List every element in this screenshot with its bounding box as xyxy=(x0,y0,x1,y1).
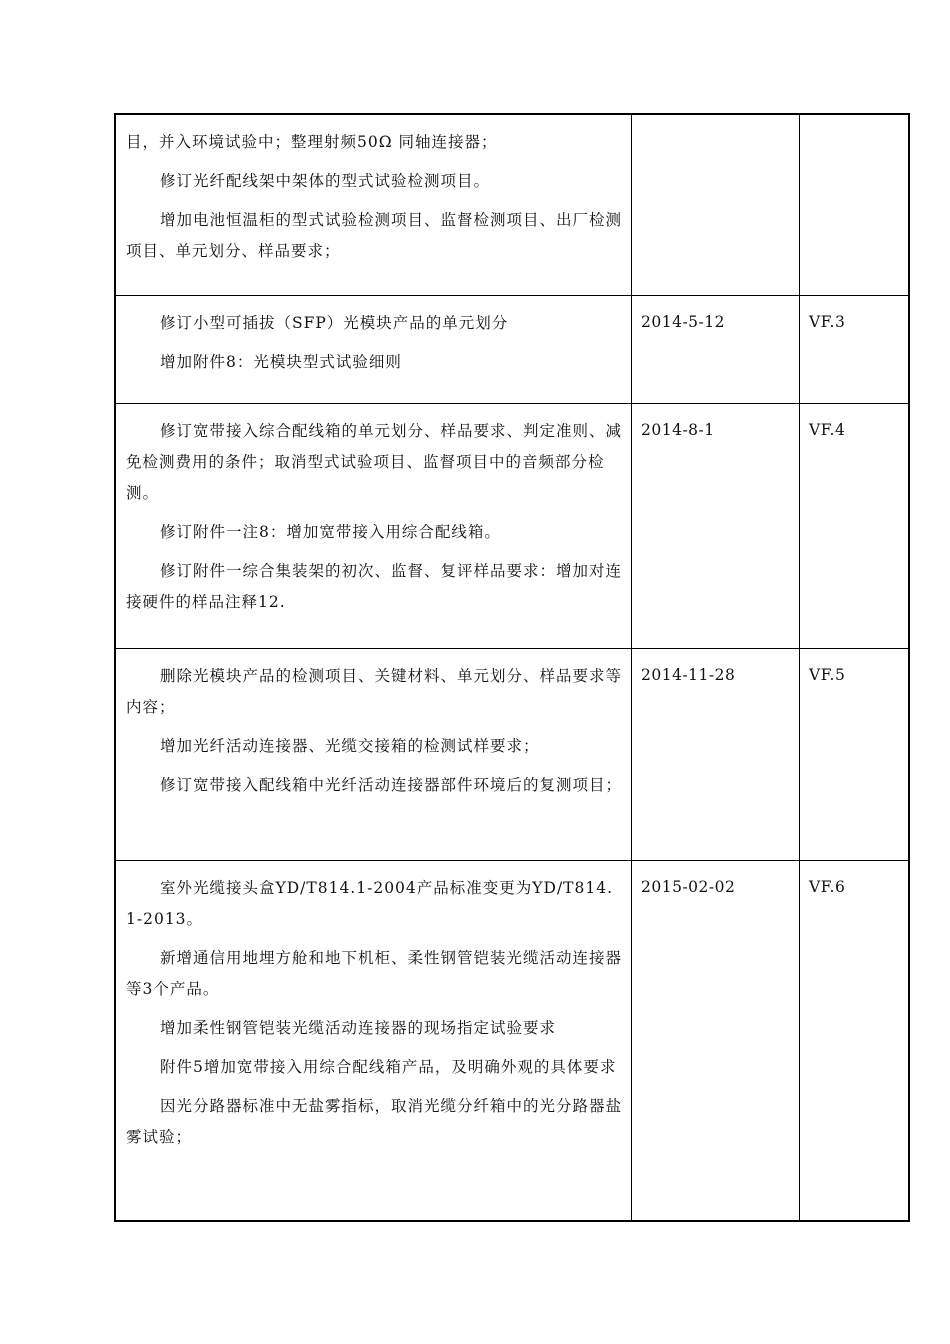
change-paragraph: 室外光缆接头盒YD/T814.1-2004产品标准变更为YD/T814.1-2013。 xyxy=(126,879,614,928)
table-row xyxy=(115,649,909,861)
change-paragraph: 增加电池恒温柜的型式试验检测项目、监督检测项目、出厂检测项目、单元划分、样品要求； xyxy=(126,211,623,260)
change-description-cell xyxy=(115,649,632,861)
change-paragraph: 增加柔性钢管铠装光缆活动连接器的现场指定试验要求 xyxy=(160,1019,557,1037)
change-paragraph: 目，并入环境试验中；整理射频50Ω 同轴连接器； xyxy=(126,133,498,151)
version-cell: VF.6 xyxy=(800,861,910,1222)
change-paragraph: 增加附件8：光模块型式试验细则 xyxy=(160,353,402,371)
table-row xyxy=(115,861,909,1222)
date-cell: 2014-8-1 xyxy=(632,404,800,649)
change-paragraph: 修订宽带接入配线箱中光纤活动连接器部件环境后的复测项目； xyxy=(160,776,623,794)
change-description-cell xyxy=(115,404,632,649)
version-cell: VF.4 xyxy=(800,404,910,649)
date-cell: 2014-11-28 xyxy=(632,649,800,861)
change-paragraph: 因光分路器标准中无盐雾指标，取消光缆分纤箱中的光分路器盐雾试验； xyxy=(126,1097,623,1146)
change-paragraph: 修订光纤配线架中架体的型式试验检测项目。 xyxy=(160,172,491,190)
change-paragraph: 修订附件一综合集装架的初次、监督、复评样品要求：增加对连接硬件的样品注释12. xyxy=(126,562,623,611)
change-paragraph: 修订小型可插拔（SFP）光模块产品的单元划分 xyxy=(160,314,509,332)
version-cell xyxy=(800,114,910,296)
change-description-cell xyxy=(115,114,632,296)
change-description-cell xyxy=(115,861,632,1222)
date-cell xyxy=(632,114,800,296)
change-description-cell xyxy=(115,296,632,404)
revision-history-table xyxy=(114,113,910,1222)
date-cell: 2015-02-02 xyxy=(632,861,800,1222)
change-paragraph: 新增通信用地埋方舱和地下机柜、柔性钢管铠装光缆活动连接器等3个产品。 xyxy=(126,949,623,998)
change-paragraph: 增加光纤活动连接器、光缆交接箱的检测试样要求； xyxy=(160,737,540,755)
change-paragraph: 修订宽带接入综合配线箱的单元划分、样品要求、判定准则、减免检测费用的条件；取消型式试验项目、监督项目中的音频部分检测。 xyxy=(126,422,623,502)
table-row xyxy=(115,404,909,649)
date-cell: 2014-5-12 xyxy=(632,296,800,404)
table-row xyxy=(115,296,909,404)
change-paragraph: 修订附件一注8：增加宽带接入用综合配线箱。 xyxy=(160,523,501,541)
table-row xyxy=(115,114,909,296)
change-paragraph: 删除光模块产品的检测项目、关键材料、单元划分、样品要求等内容； xyxy=(126,667,623,716)
version-cell: VF.5 xyxy=(800,649,910,861)
change-paragraph: 附件5增加宽带接入用综合配线箱产品，及明确外观的具体要求 xyxy=(160,1058,617,1076)
version-cell: VF.3 xyxy=(800,296,910,404)
